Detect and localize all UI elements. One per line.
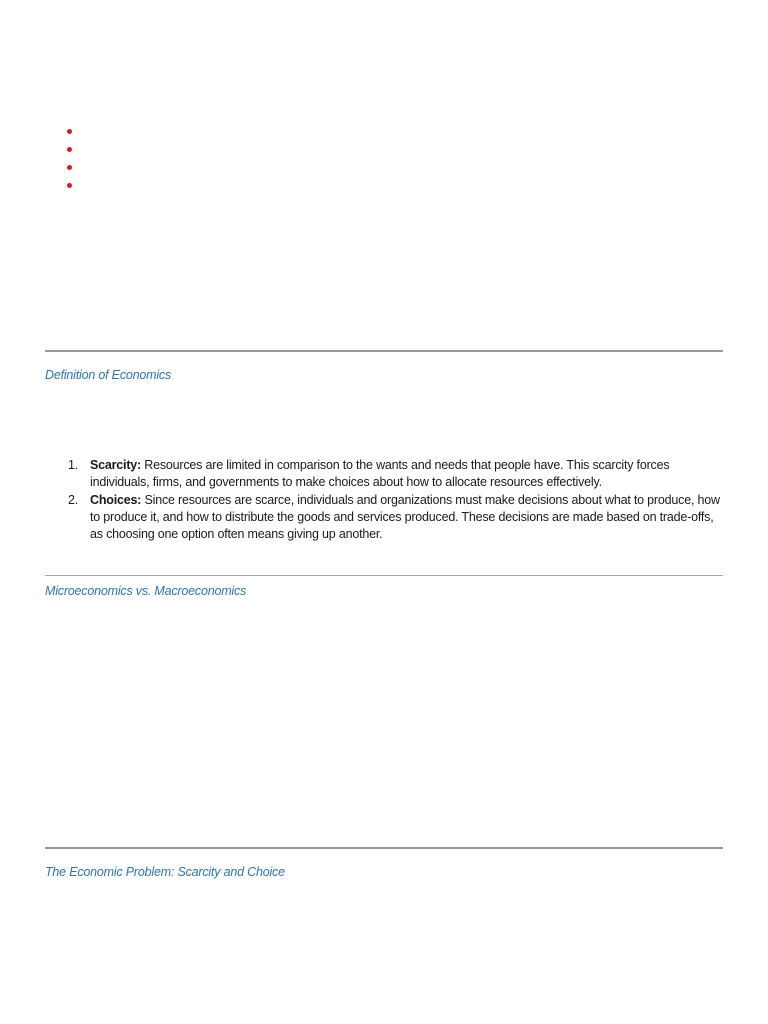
list-item [60, 457, 728, 492]
list-item-text [90, 457, 728, 492]
red-bullet-list [62, 122, 72, 194]
heading-micro-vs-macro: Microeconomics vs. Macroeconomics [45, 584, 247, 598]
bullet-item [62, 176, 72, 194]
term-description: Since resources are scarce, individuals and organizations must make decisions about what to produce, how to produce it, and how to distribute the goods and services produced. These decisions are made based on trade-offs, as choosing one option often means giving up another. [90, 492, 720, 542]
section-divider [45, 847, 723, 849]
bullet-item [62, 122, 72, 140]
bullet-item [62, 158, 72, 176]
bullet-item [62, 140, 72, 158]
heading-economic-problem: The Economic Problem: Scarcity and Choice [45, 865, 285, 879]
bullet-dot-icon [67, 165, 72, 170]
list-item-text [90, 492, 728, 544]
list-item [60, 492, 728, 544]
bullet-dot-icon [67, 183, 72, 188]
list-number: 1. [68, 458, 79, 472]
bullet-dot-icon [67, 129, 72, 134]
list-number: 2. [68, 492, 79, 507]
bullet-dot-icon [67, 147, 72, 152]
term-description: Resources are limited in comparison to the wants and needs that people have. This scarcity forces individuals, firms, and governments to make choices about how to allocate resources effectively. [90, 458, 670, 490]
heading-definition-of-economics: Definition of Economics [45, 368, 172, 382]
numbered-list [60, 457, 728, 543]
term-scarcity: Scarcity: [90, 458, 142, 472]
term-choices: Choices: [90, 492, 142, 507]
section-divider [45, 575, 723, 576]
section-divider [45, 350, 723, 352]
